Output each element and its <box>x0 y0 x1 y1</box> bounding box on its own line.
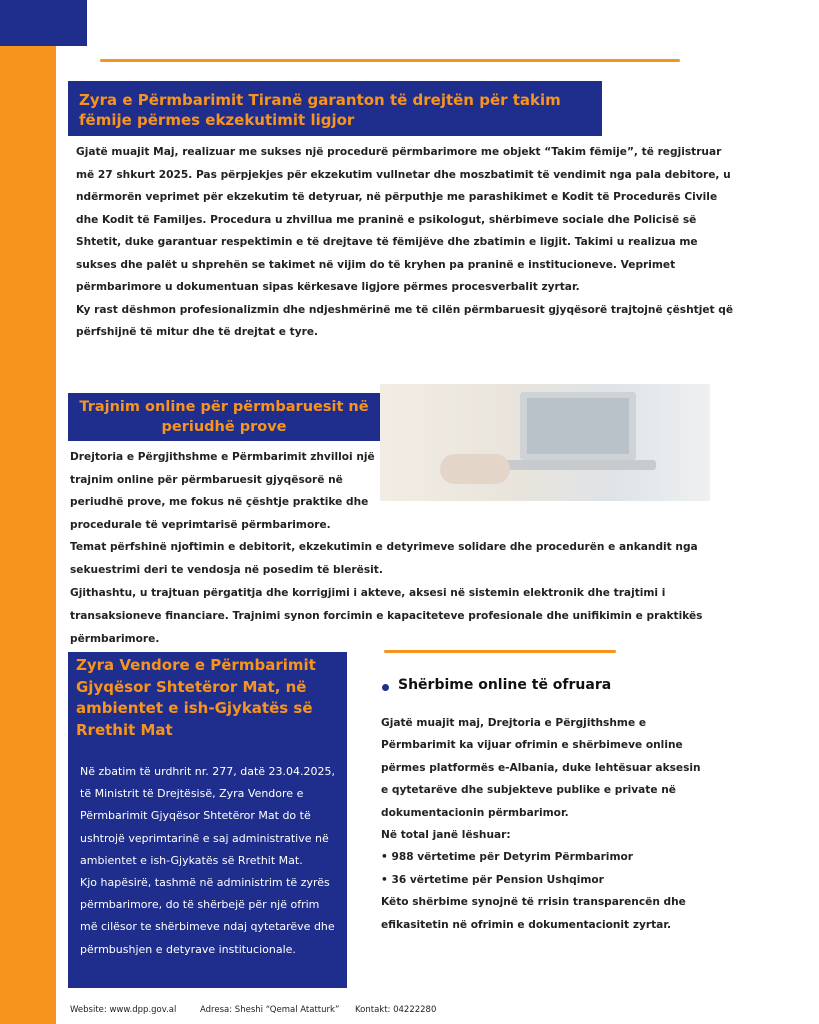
section3-box <box>68 652 347 988</box>
section1-paragraph1: Gjatë muajit Maj, realizuar me sukses një procedurë përmbarimore me objekt “Takim fëmije”, të regjistruar më 27 shkurt 2025. Pas përpjekjes për ekzekutim vullnetar dhe moszbatimit të vendimit nga pala debitore, u ndërmorën veprimet për ekzekutim të detyruar, në përputhje me parashikimet e Kodit të Procedurës Civile dhe Kodit të Familjes. Procedura u zhvillua me praninë e psikologut, shërbimeve sociale dhe Policisë së Shtetit, duke garantuar respektimin e të drejtave të fëmijëve dhe zbatimin e ligjit. Takimi u realizua me sukses dhe palët u shprehën se takimet në vijim do të kryhen pa praninë e institucioneve. Veprimet përmbarimore u dokumentuan sipas kërkesave ligjore përmes procesverbalit zyrtar. <box>76 146 731 293</box>
left-accent-strip <box>0 0 56 1024</box>
section4-item2: • 36 vërtetime për Pension Ushqimor <box>381 873 604 886</box>
section2-paragraph3: Gjithashtu, u trajtuan përgatitja dhe korrigjimi i akteve, aksesi në sistemin elektronik dhe trajtimi i transaksioneve financiare. Trajnimi synon forcimin e kapaciteteve profesionale dhe unifikimin e praktikës përmbarimore. <box>70 587 703 645</box>
top-divider <box>100 59 680 62</box>
section2-body <box>70 536 750 651</box>
laptop-screen <box>527 398 629 454</box>
laptop-base <box>500 460 656 470</box>
section3-paragraph2: Kjo hapësirë, tashmë në administrim të zyrës përmbarimore, do të shërbejë për një ofrim më cilësor te shërbimeve ndaj qytetarëve dhe përmbushjen e detyrave institucionale. <box>80 876 335 956</box>
section2-title: Trajnim online për përmbaruesit në periudhë prove <box>68 393 380 441</box>
section2-paragraph1: Drejtoria e Përgjithshme e Përmbarimit zhvilloi një trajnim online për përmbaruesit gjyqësorë në periudhë prove, me fokus në çështje praktike dhe procedurale të veprimtarisë përmbarimore. <box>70 451 375 531</box>
section4-title: Shërbime online të ofruara <box>398 677 612 693</box>
services-divider <box>384 650 616 653</box>
section3-paragraph1: Në zbatim të urdhrit nr. 277, datë 23.04.2025, të Ministrit të Drejtësisë, Zyra Vendore e Përmbarimit Gjyqësor Shtetëror Mat do të ushtrojë veprimtarinë e saj administrative në ambientet e ish-Gjykatës së Rrethit Mat. <box>80 765 336 867</box>
footer-address: Adresa: Sheshi “Qemal Atatturk” <box>200 1005 340 1015</box>
section4-item1: • 988 vërtetime për Detyrim Përmbarimor <box>381 851 633 864</box>
bullet-icon <box>382 684 389 691</box>
section3-title: Zyra Vendore e Përmbarimit Gjyqësor Shtetëror Mat, në ambientet e ish-Gjykatës së Rrethit Mat <box>76 656 316 739</box>
section4-total-label: Në total janë lëshuar: <box>381 829 511 842</box>
section4-paragraph1: Gjatë muajit maj, Drejtoria e Përgjithshme e Përmbarimit ka vijuar ofrimin e shërbimeve online përmes platformës e-Albania, duke lehtësuar aksesin e qytetarëve dhe subjekteve publike e private në dokumentacionin përmbarimor. <box>381 717 701 819</box>
corner-block <box>0 0 87 46</box>
section1-body <box>76 141 736 344</box>
training-photo <box>380 384 710 501</box>
footer-website[interactable]: Website: www.dpp.gov.al <box>70 1005 177 1015</box>
section1-paragraph2: Ky rast dëshmon profesionalizmin dhe ndjeshmërinë me të cilën përmbaruesit gjyqësorë trajtojnë çështjet që përfshijnë të mitur dhe të drejtat e tyre. <box>76 303 734 338</box>
section4-closing: Këto shërbime synojnë të rrisin transparencën dhe efikasitetin në ofrimin e dokumentacionit zyrtar. <box>381 896 686 931</box>
hand-shape <box>440 454 510 484</box>
section3-body <box>68 741 347 961</box>
footer-contact: Kontakt: 04222280 <box>355 1005 437 1015</box>
section4-body <box>381 712 711 936</box>
section2-paragraph2: Temat përfshinë njoftimin e debitorit, ekzekutimin e detyrimeve solidare dhe procedurën e ankandit nga sekuestrimi deri te vendosja në posedim të blerësit. <box>70 541 698 576</box>
section1-title: Zyra e Përmbarimit Tiranë garanton të drejtën për takim fëmije përmes ekzekutimit ligjor <box>68 81 602 136</box>
